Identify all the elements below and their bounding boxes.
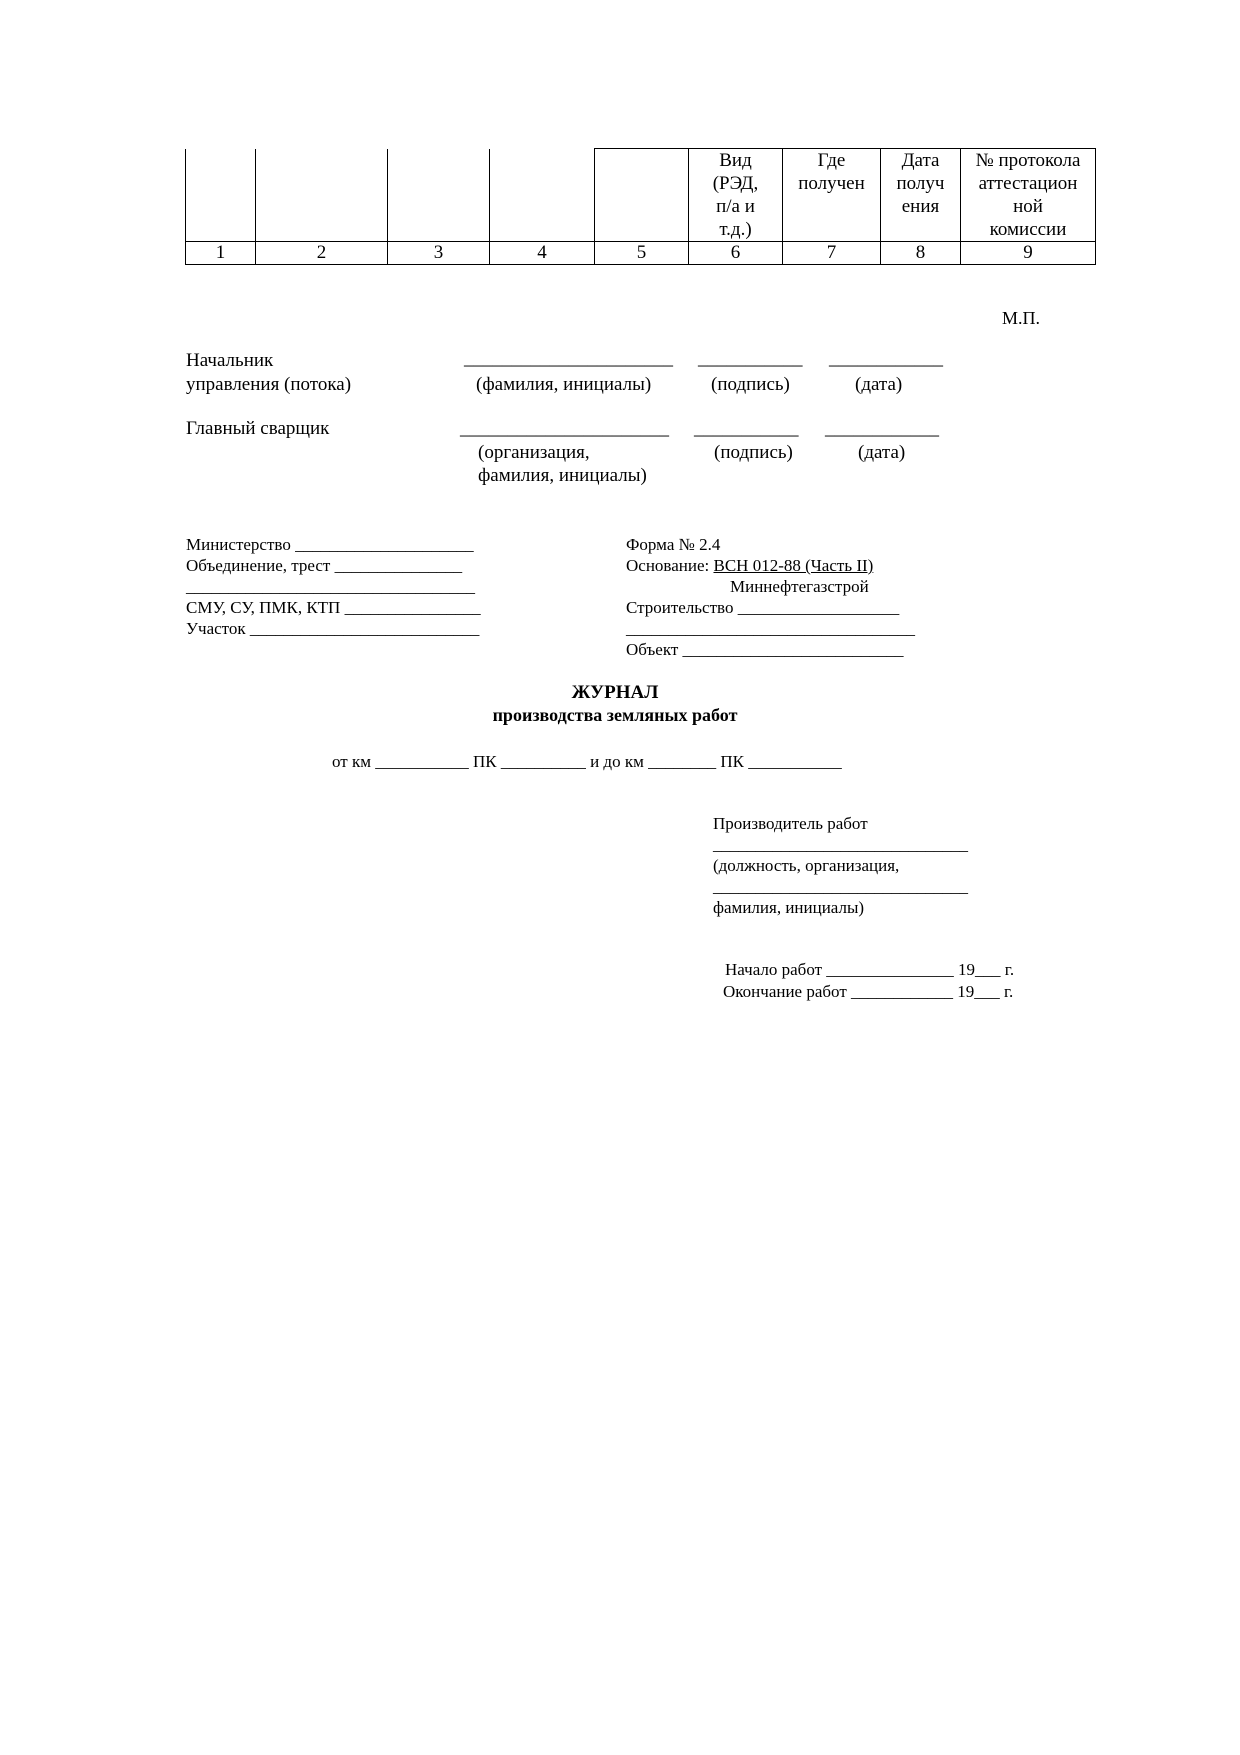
chief-date-hint: (дата) — [855, 374, 903, 395]
table-header-cell — [186, 149, 256, 242]
form-number: Форма № 2.4 — [626, 535, 721, 554]
journal-subtitle: производства земляных работ — [492, 705, 738, 725]
chief-label-line1: Начальник — [186, 350, 274, 371]
section-field[interactable]: Участок ___________________________ — [186, 619, 480, 638]
column-number: 7 — [783, 242, 881, 265]
table-header-cell-protocol: № протокола аттестацион ной комиссии — [961, 149, 1096, 242]
producer-label: Производитель работ — [713, 814, 868, 833]
journal-title: ЖУРНАЛ — [571, 682, 659, 703]
table-header-cell — [490, 149, 595, 242]
end-date-field[interactable]: Окончание работ ____________ 19___ г. — [723, 982, 1014, 1001]
producer-line[interactable]: ______________________________ — [713, 877, 968, 896]
chief-label-line2: управления (потока) — [186, 374, 352, 395]
construction-field[interactable]: Строительство ___________________ — [626, 598, 900, 617]
welder-org-hint: (организация, — [478, 442, 590, 463]
welder-date-line[interactable]: ____________ — [825, 418, 939, 439]
column-number: 4 — [490, 242, 595, 265]
blank-line[interactable]: __________________________________ — [626, 619, 915, 638]
object-field[interactable]: Объект __________________________ — [626, 640, 904, 659]
table-number-row — [186, 242, 1096, 265]
journal-range-field[interactable]: от км ___________ ПК __________ и до км ________ ПК ___________ — [332, 752, 842, 771]
producer-hint: (должность, организация, — [713, 856, 900, 875]
table-header-cell-date: Дата получ ения — [881, 149, 961, 242]
welder-signature-line[interactable]: ___________ — [694, 418, 799, 439]
column-number: 5 — [595, 242, 689, 265]
welder-name-line[interactable]: ______________________ — [460, 418, 669, 439]
ministry-name: Миннефтегазстрой — [730, 577, 869, 596]
chief-signature-line[interactable]: ___________ — [698, 348, 803, 369]
ministry-field[interactable]: Министерство _____________________ — [186, 535, 474, 554]
basis-label: Основание: — [626, 556, 714, 575]
chief-signature-hint: (подпись) — [711, 374, 790, 395]
column-number: 9 — [961, 242, 1096, 265]
column-number: 1 — [186, 242, 256, 265]
welder-date-hint: (дата) — [858, 442, 906, 463]
welder-name-hint: фамилия, инициалы) — [478, 465, 647, 486]
smu-field[interactable]: СМУ, СУ, ПМК, КТП ________________ — [186, 598, 481, 617]
column-number: 8 — [881, 242, 961, 265]
chief-name-hint: (фамилия, инициалы) — [476, 374, 652, 395]
chief-name-line[interactable]: ______________________ — [464, 348, 673, 369]
column-number: 3 — [388, 242, 490, 265]
table-header-cell-where: Где получен — [783, 149, 881, 242]
table-header-row — [186, 149, 1096, 242]
attestation-table — [185, 148, 1096, 265]
association-field[interactable]: Объединение, трест _______________ — [186, 556, 463, 575]
basis-value: ВСН 012-88 (Часть II) — [713, 556, 874, 575]
producer-line[interactable]: ______________________________ — [713, 835, 968, 854]
table-header-cell — [595, 149, 689, 242]
welder-signature-hint: (подпись) — [714, 442, 793, 463]
stamp-label: М.П. — [1002, 308, 1041, 328]
table-header-cell — [388, 149, 490, 242]
column-number: 6 — [689, 242, 783, 265]
chief-date-line[interactable]: ____________ — [829, 348, 943, 369]
column-number: 2 — [256, 242, 388, 265]
blank-line[interactable]: __________________________________ — [186, 577, 475, 596]
producer-hint: фамилия, инициалы) — [713, 898, 865, 917]
welder-label: Главный сварщик — [186, 418, 330, 439]
table-header-cell — [256, 149, 388, 242]
basis-line — [626, 556, 873, 576]
table-header-cell-type: Вид (РЭД, п/а и т.д.) — [689, 149, 783, 242]
start-date-field[interactable]: Начало работ _______________ 19___ г. — [725, 960, 1015, 979]
